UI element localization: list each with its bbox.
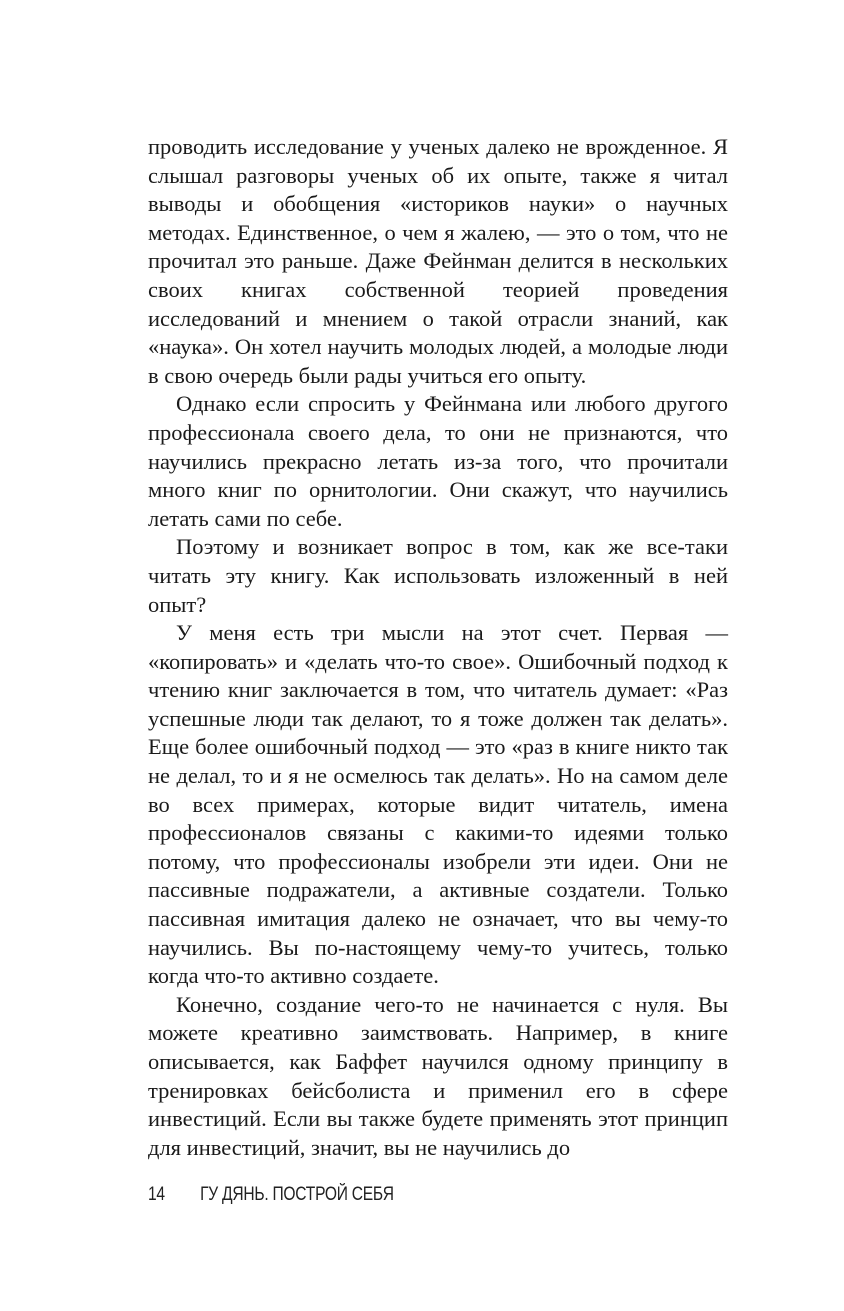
paragraph-3: Поэтому и возникает вопрос в том, как же все-таки читать эту книгу. Как использовать изложенный в ней опыт? bbox=[148, 534, 728, 617]
page-body bbox=[148, 133, 728, 1162]
paragraph-4: У меня есть три мысли на этот счет. Первая — «копировать» и «делать что-то свое». Ошибочный подход к чтению книг заключается в том, что читатель думает: «Раз успешные люди так делают, то я тоже должен так делать». Еще более ошибочный подход — это «раз в книге никто так не делал, то и я не осмелюсь так делать». Но на самом деле во всех примерах, которые видит читатель, имена профессионалов связаны с какими-то идеями только потому, что профессионалы изобрели эти идеи. Они не пассивные подражатели, а активные создатели. Только пассивная имитация далеко не означает, что вы чему-то научились. Вы по-настоящему чему-то учитесь, только когда что-то активно создаете. bbox=[148, 620, 728, 989]
page-footer bbox=[148, 1184, 394, 1206]
paragraph-1: проводить исследование у ученых далеко не врожденное. Я слышал разговоры ученых об их опыте, также я читал выводы и обобщения «историков науки» о научных методах. Единственное, о чем я жалею, — это о том, что не прочитал это раньше. Даже Фейнман делится в нескольких своих книгах собственной теорией проведения исследований и мнением о такой отрасли знаний, как «наука». Он хотел научить молодых людей, а молодые люди в свою очередь были рады учиться его опыту. bbox=[148, 134, 728, 388]
running-title: ГУ ДЯНЬ. ПОСТРОЙ СЕБЯ bbox=[200, 1184, 394, 1205]
paragraph-5: Конечно, создание чего-то не начинается с нуля. Вы можете креативно заимствовать. Например, в книге описывается, как Баффет научился одному принципу в тренировках бейсболиста и применил его в сфере инвестиций. Если вы также будете применять этот принцип для инвестиций, значит, вы не научились до bbox=[148, 991, 728, 1160]
page-number: 14 bbox=[148, 1184, 165, 1205]
paragraph-2: Однако если спросить у Фейнмана или любого другого профессионала своего дела, то они не признаются, что научились прекрасно летать из-за того, что прочитали много книг по орнитологии. Они скажут, что научились летать сами по себе. bbox=[148, 391, 728, 531]
